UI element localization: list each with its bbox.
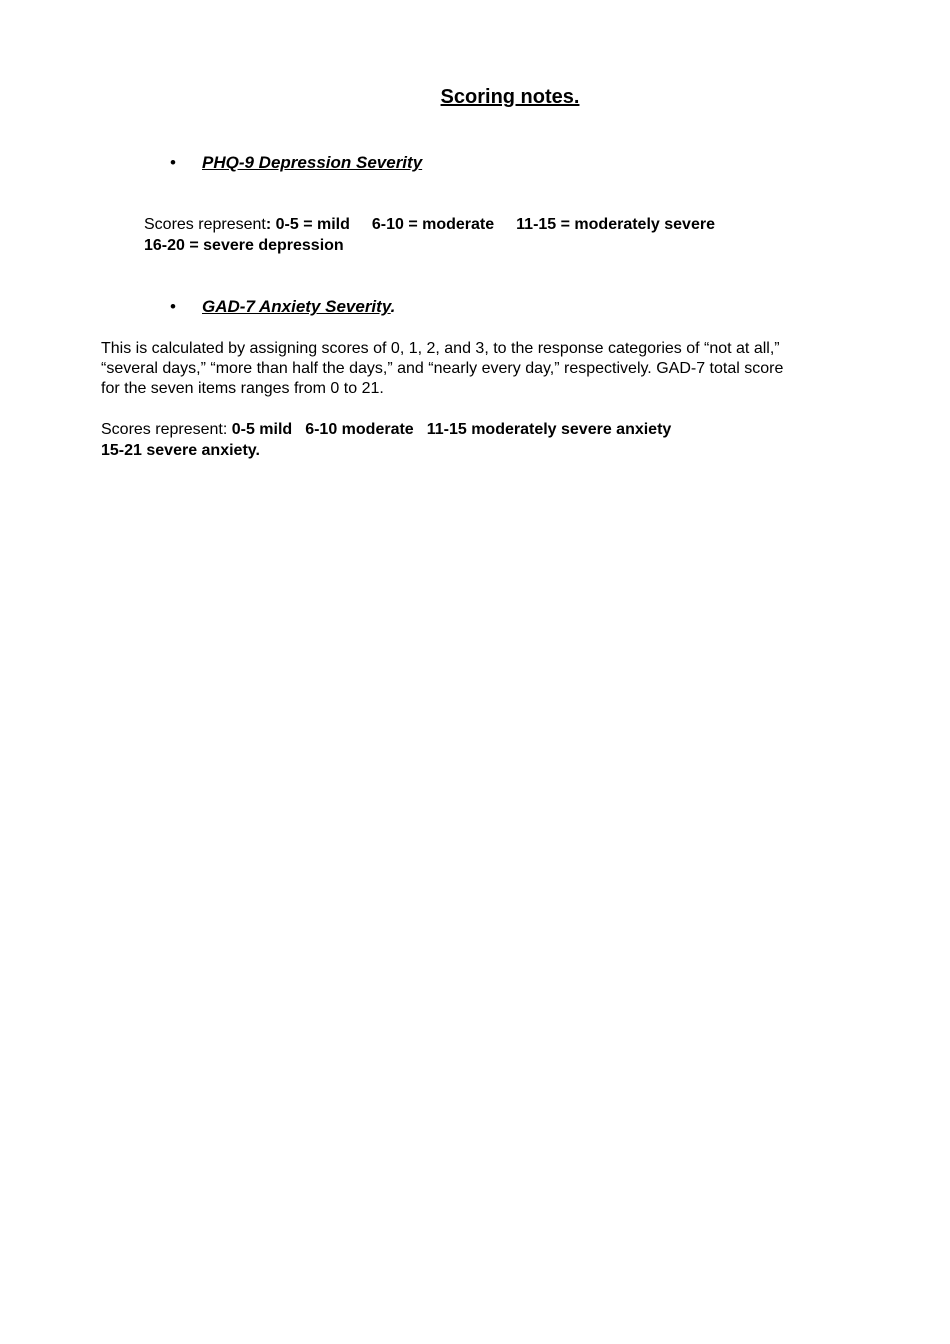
phq-range-moderately-severe: 11-15 = moderately severe xyxy=(516,216,715,233)
gad-scores-prefix: Scores represent: xyxy=(101,421,232,438)
phq-range-moderate: 6-10 = moderate xyxy=(371,216,495,233)
gad-range-moderate: 6-10 moderate xyxy=(305,421,414,438)
page-title: Scoring notes. xyxy=(440,86,580,108)
gad-description-line: This is calculated by assigning scores of 0, 1, 2, and 3, to the response categories of “not at all,” xyxy=(101,340,780,357)
gad-range-moderately-severe: 11-15 moderately severe anxiety xyxy=(426,421,672,438)
phq-scores-prefix: Scores represent xyxy=(144,216,266,233)
phq-scores-colon: : xyxy=(265,216,272,233)
gad-heading: GAD-7 Anxiety Severity xyxy=(202,297,391,316)
gad-range-mild: 0-5 mild xyxy=(231,421,293,438)
gad-scores-line-1 xyxy=(101,419,881,440)
gad-heading-item xyxy=(170,297,395,317)
gad-description xyxy=(101,339,871,399)
phq-range-mild: 0-5 = mild xyxy=(275,216,350,233)
gad-heading-suffix: . xyxy=(390,297,396,316)
gad-description-line: for the seven items ranges from 0 to 21. xyxy=(101,380,384,397)
gad-description-line: “several days,” “more than half the days,” and “nearly every day,” respectively. GAD-7 total score xyxy=(101,360,784,377)
phq-scores xyxy=(144,214,844,256)
bullet-icon: • xyxy=(170,153,176,172)
gad-range-severe: 15-21 severe anxiety. xyxy=(101,442,260,459)
phq-range-severe: 16-20 = severe depression xyxy=(144,237,344,254)
phq-heading-item xyxy=(170,153,422,173)
phq-scores-line-1 xyxy=(144,214,844,235)
phq-heading: PHQ-9 Depression Severity xyxy=(202,153,423,172)
bullet-icon: • xyxy=(170,297,176,316)
gad-scores xyxy=(101,419,881,461)
